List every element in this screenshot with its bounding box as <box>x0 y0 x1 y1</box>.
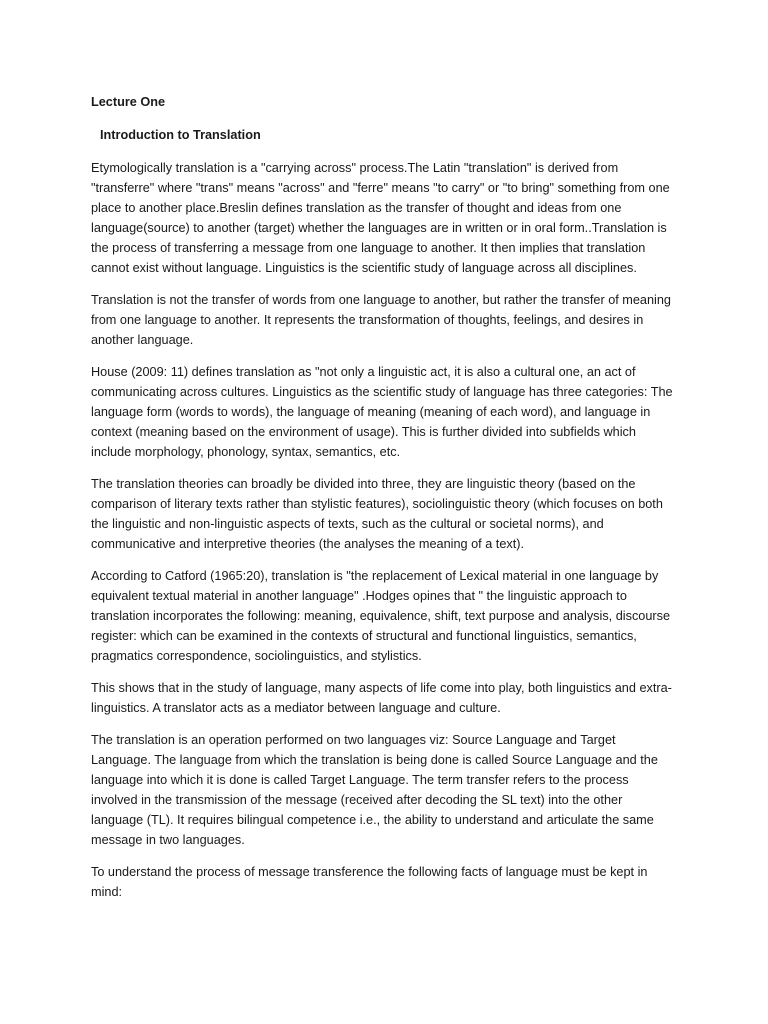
paragraph-etymology: Etymologically translation is a "carrying across" process.The Latin "translation" is derived from "transferre" where "trans" means "across" and "ferre" means "to carry" or "to bring" something from one place to another place.Breslin defines translation as the transfer of thought and ideas from one language(source) to another (target) whether the languages are in written or in oral form..Translation is the process of transferring a message from one language to another. It then implies that translation cannot exist without language. Linguistics is the scientific study of language across all disciplines. <box>91 161 670 275</box>
paragraph-transfer-of-meaning: Translation is not the transfer of words from one language to another, but rather the transfer of meaning from one language to another. It represents the transformation of thoughts, feelings, and desires in another language. <box>91 293 671 347</box>
paragraph-house-definition: House (2009: 11) defines translation as "not only a linguistic act, it is also a cultural one, an act of communicating across cultures. Linguistics as the scientific study of language has three categories: The language form (words to words), the language of meaning (meaning of each word), and language in context (meaning based on the environment of usage). This is further divided into subfields which include morphology, phonology, syntax, semantics, etc. <box>91 365 673 459</box>
paragraph-message-transference: To understand the process of message transference the following facts of language must be kept in mind: <box>91 865 648 899</box>
paragraph-catford-definition: According to Catford (1965:20), translation is "the replacement of Lexical material in one language by equivalent textual material in another language" .Hodges opines that " the linguistic approach to translation incorporates the following: meaning, equivalence, shift, text purpose and analysis, discourse register: which can be examined in the contexts of structural and functional linguistics, semantics, pragmatics correspondence, sociolinguistics, and stylistics. <box>91 569 671 663</box>
paragraph-source-target-language: The translation is an operation performed on two languages viz: Source Language and Target Language. The language from which the translation is being done is called Source Language and the language into which it is done is called Target Language. The term transfer refers to the process involved in the transmission of the message (received after decoding the SL text) into the other language (TL). It requires bilingual competence i.e., the ability to understand and articulate the same message in two languages. <box>91 733 658 847</box>
paragraph-mediator: This shows that in the study of language, many aspects of life come into play, both linguistics and extra-linguistics. A translator acts as a mediator between language and culture. <box>91 681 672 715</box>
document-body <box>91 92 676 914</box>
paragraph-translation-theories: The translation theories can broadly be divided into three, they are linguistic theory (based on the comparison of literary texts rather than stylistic features), sociolinguistic theory (which focuses on both the linguistic and non-linguistic aspects of texts, such as the cultural or societal norms), and communicative and interpretive theories (the analyses the meaning of a text). <box>91 477 663 551</box>
lecture-subtitle: Introduction to Translation <box>100 128 261 142</box>
lecture-title: Lecture One <box>91 95 166 109</box>
